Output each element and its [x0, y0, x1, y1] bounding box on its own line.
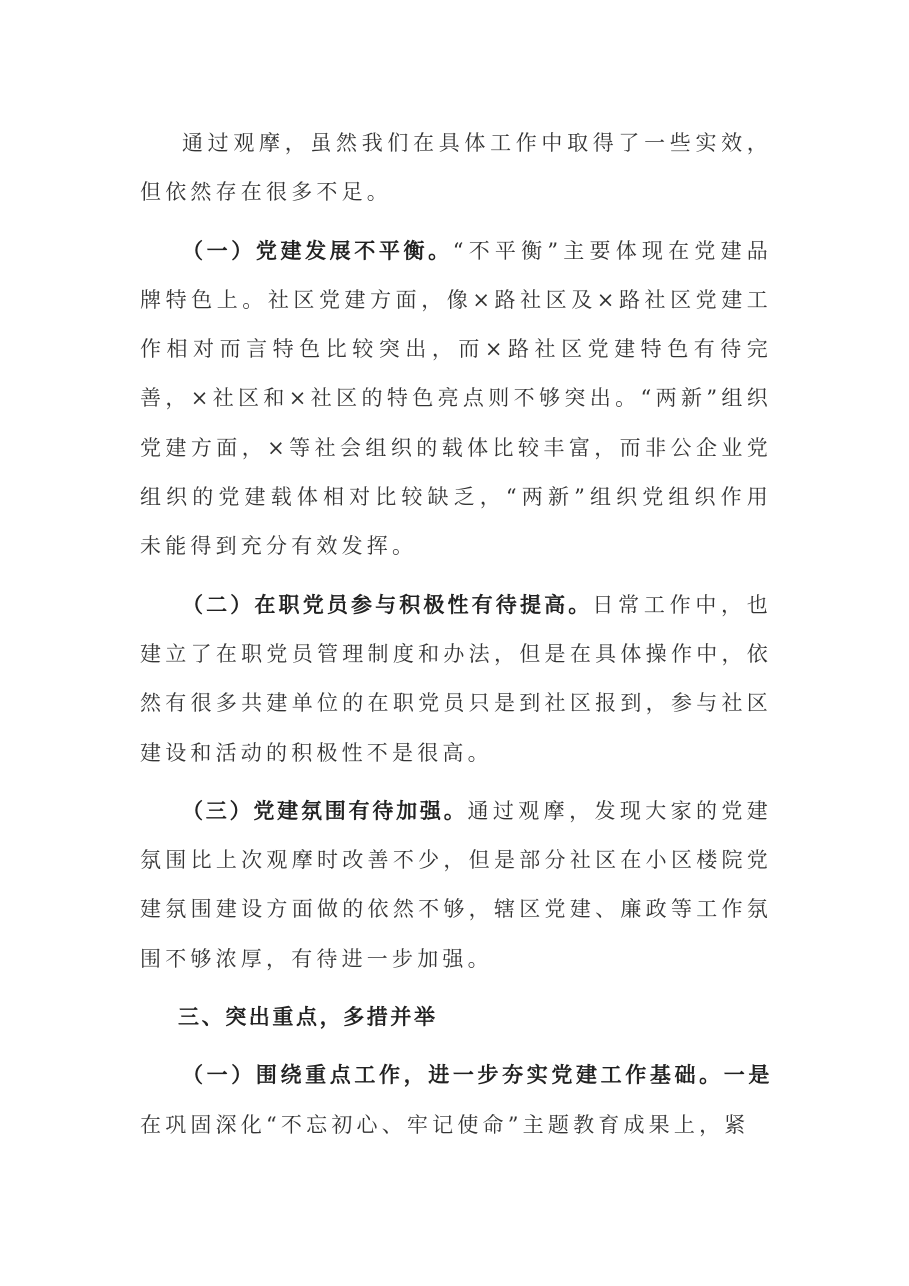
paragraph-text: 日常工作中，也建立了在职党员管理制度和办法，但是在具体操作中，依然有很多共建单位的在职党员只是到社区报到，参与社区建设和活动的积极性不是很高。 [140, 592, 772, 765]
paragraph-lead: （三）党建氛围有待加强。 [182, 798, 468, 823]
paragraph-lead: （二）在职党员参与积极性有待提高。 [182, 592, 593, 617]
paragraph-intro [140, 119, 772, 218]
section-heading: 三、突出重点，多措并举 [178, 1005, 438, 1030]
paragraph-lead: （一）党建发展不平衡。 [182, 238, 453, 263]
paragraph-atmosphere [140, 787, 772, 984]
paragraph-text: 在巩固深化“不忘初心、牢记使命”主题教育成果上，紧 [140, 1112, 750, 1137]
paragraph-text: “不平衡”主要体现在党建品牌特色上。社区党建方面，像×路社区及×路社区党建工作相对而言特色比较突出，而×路社区党建特色有待完善，×社区和×社区的特色亮点则不够突出。“两新”组织党建方面，×等社会组织的载体比较丰富，而非公企业党组织的党建载体相对比较缺乏，“两新”组织党组织作用未能得到充分有效发挥。 [140, 238, 772, 559]
paragraph-key-work [140, 1051, 772, 1150]
paragraph-imbalance [140, 227, 772, 572]
paragraph-text: 通过观摩，虽然我们在具体工作中取得了一些实效，但依然存在很多不足。 [140, 131, 772, 205]
document-body [140, 119, 772, 1159]
paragraph-text: 通过观摩，发现大家的党建氛围比上次观摩时改善不少，但是部分社区在小区楼院党建氛围建设方面做的依然不够，辖区党建、廉政等工作氛围不够浓厚，有待进一步加强。 [140, 798, 772, 971]
paragraph-participation [140, 581, 772, 778]
paragraph-lead: （一）围绕重点工作，进一步夯实党建工作基础。一是 [182, 1063, 772, 1088]
